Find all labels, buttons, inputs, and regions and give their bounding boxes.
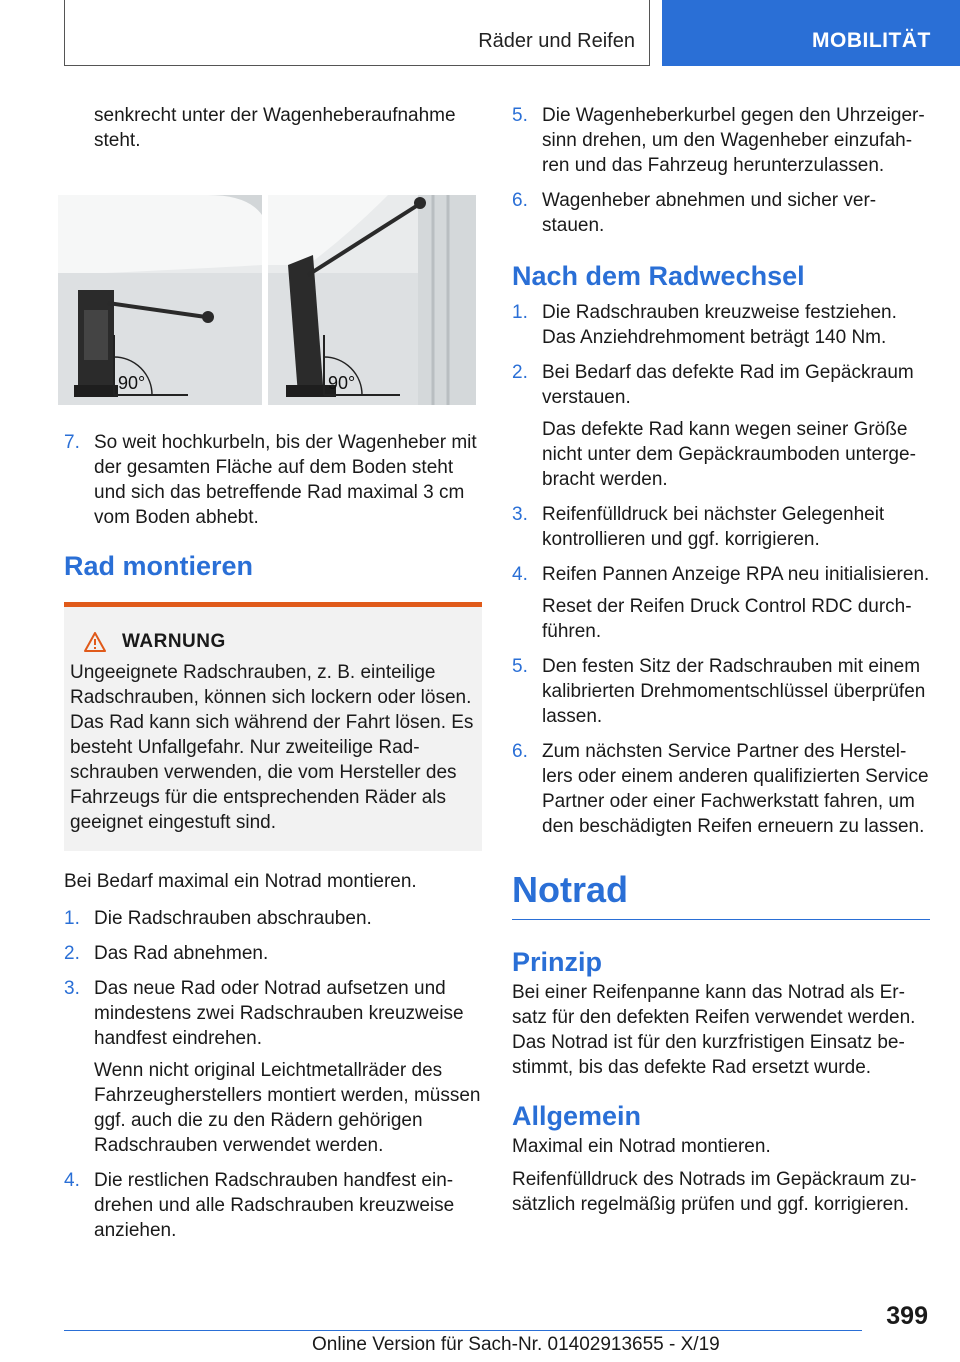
- list-item: [512, 654, 930, 729]
- step-text: Die restlichen Radschrauben handfest eindrehen und alle Radschrauben kreuzweise anziehen.: [94, 1170, 455, 1241]
- step-text: Reifen Pannen Anzeige RPA neu initialisieren.: [542, 564, 930, 585]
- step-list-after-change: [512, 300, 930, 839]
- step-number: 4.: [64, 1170, 80, 1191]
- list-item: [64, 430, 482, 530]
- jack-panel-right: [268, 195, 476, 405]
- header-chapter-tab: [662, 0, 960, 66]
- step-number: 4.: [512, 564, 528, 585]
- step-number: 1.: [64, 908, 80, 929]
- warning-triangle-icon: [84, 632, 106, 652]
- step-list-7: [64, 430, 482, 530]
- list-item: [512, 739, 930, 839]
- heading-prinzip: Prinzip: [512, 947, 603, 977]
- warning-box: [64, 602, 482, 851]
- right-column: [512, 103, 930, 1225]
- step-list-lowering: [512, 103, 930, 238]
- step-note: Reset der Reifen Druck Control RDC durchführen.: [542, 596, 912, 642]
- step-note: Wenn nicht original Leichtmetallräder des Fahrzeugherstellers montiert werden, müssen ggf. auch die zu den Rädern gehörigen Radschrauben verwendet werden.: [94, 1060, 481, 1156]
- footer-divider: [64, 1330, 862, 1331]
- list-item: [512, 103, 930, 178]
- heading-nach-dem-radwechsel: Nach dem Radwechsel: [512, 261, 805, 291]
- step-number: 6.: [512, 190, 528, 211]
- step-number: 6.: [512, 741, 528, 762]
- step-text: Die Radschrauben abschrauben.: [94, 908, 372, 929]
- step-text: Den festen Sitz der Radschrauben mit einem kalibrierten Drehmomentschlüssel überprüfen lassen.: [542, 656, 926, 727]
- page-number: 399: [886, 1302, 928, 1330]
- intro-text: senkrecht unter der Wagenheberaufnahme steht.: [94, 105, 456, 151]
- header-chapter-title: MOBILITÄT: [812, 29, 931, 52]
- step-number: 3.: [64, 978, 80, 999]
- heading-allgemein: Allgemein: [512, 1101, 642, 1131]
- step-number: 1.: [512, 302, 528, 323]
- step-text: Die Radschrauben kreuzweise festziehen. Das Anziehdrehmoment beträgt 140 Nm.: [542, 302, 897, 348]
- step-text: Wagenheber abnehmen und sicher verstauen.: [542, 190, 877, 236]
- angle-label-2: 90°: [328, 373, 356, 393]
- header-section-title: Räder und Reifen: [478, 30, 635, 52]
- step-number: 3.: [512, 504, 528, 525]
- list-item: [512, 502, 930, 552]
- warning-title-row: [84, 629, 474, 654]
- heading-rad-montieren: Rad montieren: [64, 551, 254, 581]
- list-item: [512, 188, 930, 238]
- jack-panel-left: [58, 195, 262, 405]
- step-text: Die Wagenheberkurbel gegen den Uhrzeigersinn drehen, um den Wagenheber einzufahren und das Fahrzeug herunterzulassen.: [542, 105, 925, 176]
- step-number: 7.: [64, 432, 80, 453]
- step-number: 2.: [512, 362, 528, 383]
- list-item: [512, 300, 930, 350]
- allgemein-text-1: Maximal ein Notrad montieren.: [512, 1136, 771, 1157]
- footer-online-version: Online Version für Sach-Nr. 01402913655 - X/19: [312, 1334, 720, 1355]
- warning-text: Ungeeignete Radschrauben, z. B. einteilige Radschrauben, können sich lockern oder lösen. Das Rad kann sich während der Fahrt lösen. Es besteht Unfallgefahr. Nur zweiteilige Radschrauben verwenden, die vom Hersteller des Fahrzeugs für die entsprechenden Räder als geeignet eingestuft sind.: [70, 662, 474, 833]
- step-text: Das Rad abnehmen.: [94, 943, 269, 964]
- warning-title: WARNUNG: [122, 631, 226, 652]
- step-text: Bei Bedarf das defekte Rad im Gepäckraum verstauen.: [542, 362, 914, 408]
- list-item: [512, 360, 930, 492]
- title-notrad: Notrad: [512, 869, 930, 920]
- step-number: 5.: [512, 656, 528, 677]
- jack-illustration: [58, 195, 476, 405]
- header-section-box: [64, 0, 650, 66]
- step-note: Das defekte Rad kann wegen seiner Größe nicht unter dem Gepäckraumboden untergebracht werden.: [542, 419, 916, 490]
- left-column: [64, 103, 482, 1253]
- step-number: 5.: [512, 105, 528, 126]
- allgemein-text-2: Reifenfülldruck des Notrads im Gepäckraum zusätzlich regelmäßig prüfen und ggf. korrigieren.: [512, 1169, 917, 1215]
- jack-illustration-svg: [58, 195, 476, 405]
- step-text: Reifenfülldruck bei nächster Gelegenheit kontrollieren und ggf. korrigieren.: [542, 504, 885, 550]
- step-list-mounting: [64, 906, 482, 1243]
- step-number: 2.: [64, 943, 80, 964]
- angle-label-1: 90°: [118, 373, 146, 393]
- list-item: [64, 1168, 482, 1243]
- list-item: [64, 906, 482, 931]
- step-text: Zum nächsten Service Partner des Herstellers oder einem anderen qualifizierten Service Partner oder einer Fachwerkstatt fahren, um den beschädigten Reifen erneuern zu lassen.: [542, 741, 929, 837]
- list-item: [64, 941, 482, 966]
- step-text: So weit hochkurbeln, bis der Wagenheber mit der gesamten Fläche auf dem Boden steht und sich das betreffende Rad maximal 3 cm vom Boden abhebt.: [94, 432, 477, 528]
- list-item: [512, 562, 930, 644]
- notrad-hint: Bei Bedarf maximal ein Notrad montieren.: [64, 871, 417, 892]
- list-item: [64, 976, 482, 1158]
- step-text: Das neue Rad oder Notrad aufsetzen und mindestens zwei Radschrauben kreuzweise handfest eindrehen.: [94, 978, 464, 1049]
- prinzip-text: Bei einer Reifenpanne kann das Notrad als Ersatz für den defekten Reifen verwendet werden. Das Notrad ist für den kurzfristigen Einsatz bestimmt, bis das defekte Rad ersetzt wurde.: [512, 982, 916, 1078]
